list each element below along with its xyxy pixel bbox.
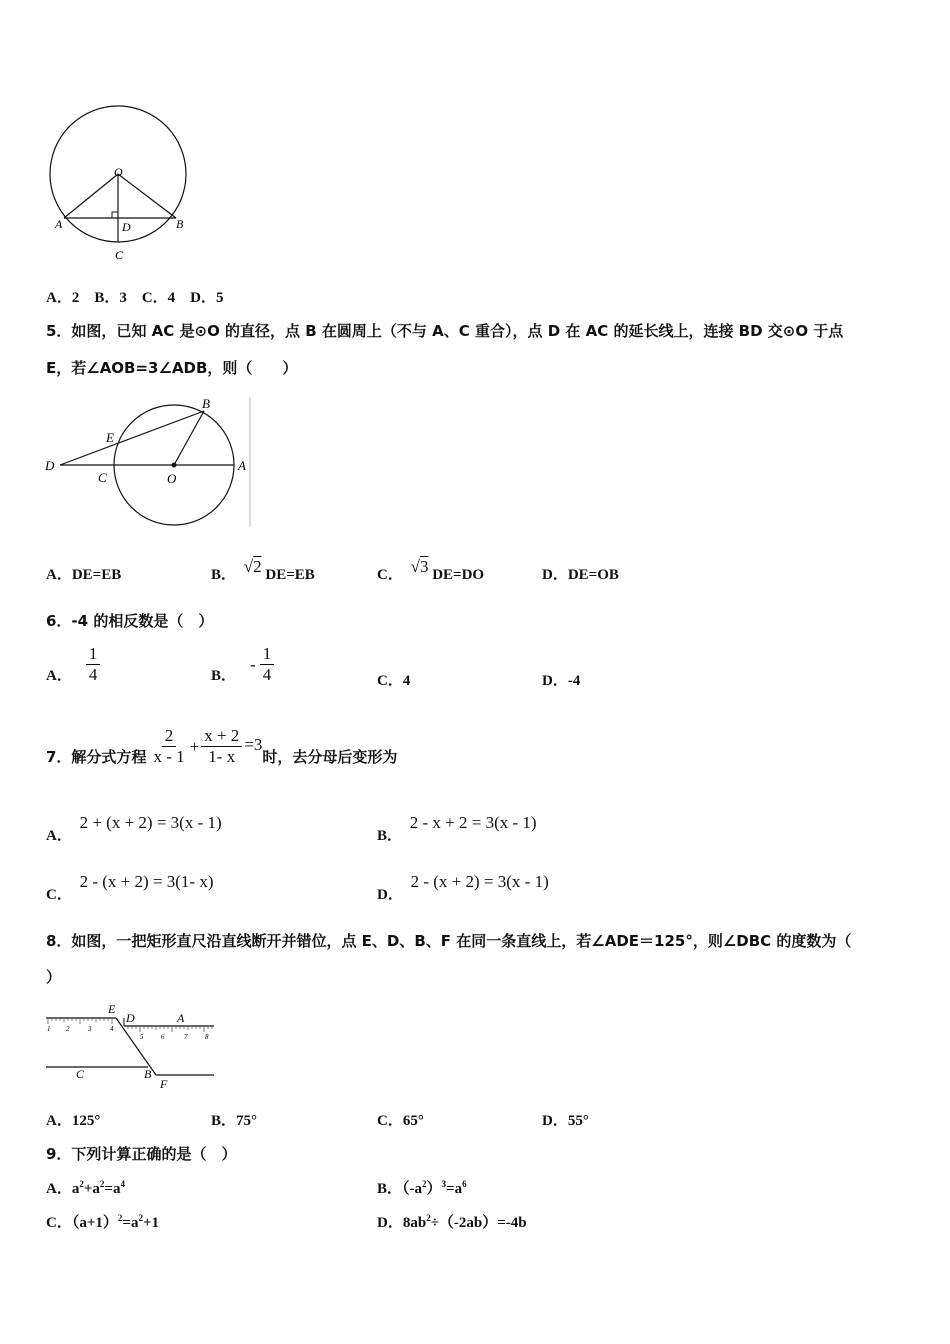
q8-left-ticks (48, 1018, 112, 1024)
q7-fraction-2 (201, 726, 242, 767)
q7-option-d-letter: D． (377, 887, 403, 903)
q5-label-e: E (106, 430, 114, 445)
q9-option-d-mid: ÷（-2ab）=-4b (430, 1215, 527, 1231)
q9-option-b-letter: B． (377, 1181, 403, 1197)
q9-option-a-sup1: 2 (79, 1179, 84, 1189)
q9-option-a (46, 1177, 125, 1198)
q8-option-a (46, 1109, 100, 1130)
q8-option-c-text: 65° (402, 1113, 424, 1129)
q8-right-ticks (128, 1026, 212, 1032)
q5-option-c-radicand: 3 (419, 557, 429, 576)
q5-option-b-radicand: 2 (253, 557, 262, 576)
q8-ruler-figure (44, 1000, 219, 1092)
q9-option-a-pre: a (71, 1181, 80, 1197)
q5-label-a: A (238, 458, 246, 473)
q9-option-c (46, 1211, 159, 1232)
q9-option-b (377, 1177, 467, 1198)
q4-segment-oa (64, 174, 118, 218)
q9-option-b-mid: ） (426, 1181, 442, 1197)
q8-option-b-text: 75° (236, 1113, 258, 1129)
q9-option-a-letter: A． (46, 1181, 72, 1197)
q4-label-a: A (55, 217, 63, 231)
q4-circle-figure (44, 104, 194, 264)
q8-label-f: F (160, 1077, 168, 1091)
q6-option-b-sign: - (250, 654, 256, 674)
q6-option-d-letter: D． (542, 673, 568, 689)
q7-option-a-letter: A． (46, 828, 72, 844)
q6-option-c-letter: C． (377, 673, 403, 689)
q4-options: A．2 B．3 C．4 D．5 (46, 290, 224, 306)
q6-option-a-denominator: 4 (88, 665, 98, 684)
q6-option-d (542, 669, 580, 690)
q8-option-d-letter: D． (542, 1113, 568, 1129)
q8-option-d-text: 55° (567, 1113, 589, 1129)
q4-right-angle (112, 212, 118, 218)
q7-option-d (377, 871, 549, 903)
q6-option-b-denominator: 4 (262, 665, 272, 684)
q6-stem: 6．-4 的相反数是（ ） (46, 612, 214, 630)
q5-circle-figure (44, 395, 254, 530)
q9-option-b-sup2: 3 (441, 1179, 447, 1189)
q5-center-dot (172, 463, 177, 468)
q4-label-b: B (176, 217, 184, 231)
q6-option-b (211, 644, 274, 685)
q5-option-b-text: DE=EB (265, 567, 315, 583)
q8-option-c (377, 1109, 424, 1130)
q7-suffix: 时，去分母后变形为 (262, 748, 398, 766)
q5-option-a-text: DE=EB (71, 567, 122, 583)
q8-tick-5: 5 (140, 1033, 144, 1041)
q9-stem: 9．下列计算正确的是（ ） (46, 1145, 237, 1163)
q7-option-d-expr: 2 - (x + 2) = 3(x - 1) (410, 872, 549, 891)
q8-label-a: A (177, 1011, 185, 1025)
q8-stem-line2: ） (46, 968, 62, 986)
q7-stem (46, 726, 397, 767)
q9-option-a-mid: +a (83, 1181, 100, 1197)
q9-option-a-sup3: 4 (120, 1179, 125, 1189)
q8-label-b: B (144, 1067, 152, 1081)
q5-label-c: C (98, 470, 107, 485)
q7-option-c-expr: 2 - (x + 2) = 3(1- x) (79, 872, 214, 891)
q9-option-c-sup1: 2 (117, 1213, 123, 1223)
q8-tick-7: 7 (184, 1033, 188, 1041)
q4-label-d: D (122, 220, 131, 234)
q8-tick-8: 8 (205, 1033, 209, 1041)
q9-option-a-mid2: =a (104, 1181, 121, 1197)
q7-plus: + (189, 736, 200, 756)
q5-option-a (46, 563, 121, 584)
q5-stem-line1: 5．如图，已知 AC 是⊙O 的直径，点 B 在圆周上（不与 A、C 重合），点 D 在 AC 的延长线上，连接 BD 交⊙O 于点 (46, 322, 844, 340)
q4-label-c: C (115, 248, 124, 262)
q5-segment-ob (174, 411, 204, 465)
q8-label-c: C (76, 1067, 85, 1081)
q7-fraction-2-numerator: x + 2 (201, 726, 242, 747)
q5-option-d (542, 563, 619, 584)
q8-option-d (542, 1109, 589, 1130)
q9-option-c-sup2: 2 (138, 1213, 143, 1223)
q6-option-d-text: -4 (567, 673, 581, 689)
q7-prefix: 7．解分式方程 (46, 748, 147, 766)
q8-option-b (211, 1109, 257, 1130)
q5-option-b (211, 557, 315, 584)
q7-option-b-letter: B． (377, 828, 403, 844)
q5-stem-line2: E，若∠AOB=3∠ADB，则（ ） (46, 359, 298, 377)
q9-option-c-pre: （a+1） (71, 1215, 118, 1231)
q5-label-o: O (167, 471, 177, 486)
q8-tick-6: 6 (161, 1033, 165, 1041)
q5-option-a-letter: A． (46, 567, 72, 583)
q5-option-c-text: DE=DO (432, 567, 485, 583)
q5-option-d-text: DE=OB (567, 567, 619, 583)
q7-option-a-expr: 2 + (x + 2) = 3(x - 1) (79, 813, 222, 832)
q9-option-d-sup1: 2 (426, 1213, 431, 1223)
q5-option-c-letter: C． (377, 567, 403, 583)
q7-option-c-letter: C． (46, 887, 72, 903)
q6-option-b-fraction (260, 644, 275, 685)
q9-option-c-mid2: +1 (142, 1215, 160, 1231)
q6-option-c (377, 669, 410, 690)
q8-tick-3: 3 (88, 1025, 92, 1033)
q9-option-c-letter: C． (46, 1215, 72, 1231)
q6-option-a (46, 644, 100, 685)
q7-option-b-expr: 2 - x + 2 = 3(x - 1) (409, 813, 537, 832)
q9-option-b-sup1: 2 (422, 1179, 427, 1189)
q5-option-b-letter: B． (211, 567, 237, 583)
q7-option-b (377, 812, 537, 844)
q8-option-c-letter: C． (377, 1113, 403, 1129)
q8-label-d: D (126, 1011, 135, 1025)
q9-option-b-pre: （-a (402, 1181, 423, 1197)
q7-fraction-2-denominator: 1- x (208, 747, 236, 766)
q5-option-b-sqrt: √2 (243, 557, 262, 576)
q9-option-d (377, 1211, 527, 1232)
q8-stem-line1: 8．如图，一把矩形直尺沿直线断开并错位，点 E、D、B、F 在同一条直线上，若∠ADE＝125°，则∠DBC 的度数为（ (46, 932, 852, 950)
q8-label-e: E (108, 1002, 116, 1016)
q5-option-c-sqrt: √3 (410, 557, 429, 576)
q8-option-a-letter: A． (46, 1113, 72, 1129)
q9-option-b-mid2: =a (446, 1181, 463, 1197)
q5-label-d: D (45, 458, 55, 473)
q6-option-a-numerator: 1 (86, 644, 101, 665)
q5-label-b: B (202, 396, 210, 411)
q8-tick-4: 4 (110, 1025, 114, 1033)
q6-option-a-letter: A． (46, 668, 72, 684)
q9-option-a-sup2: 2 (99, 1179, 105, 1189)
q4-segment-ob (118, 174, 176, 218)
q9-option-d-letter: D． (377, 1215, 403, 1231)
q6-option-a-fraction (86, 644, 101, 685)
q7-option-a (46, 812, 222, 844)
q5-option-d-letter: D． (542, 567, 568, 583)
q6-option-b-letter: B． (211, 668, 237, 684)
q9-option-d-pre: 8ab (402, 1215, 427, 1231)
q8-option-a-text: 125° (71, 1113, 101, 1129)
q6-option-b-numerator: 1 (260, 644, 275, 665)
q8-tick-1: 1 (47, 1025, 51, 1033)
q8-tick-2: 2 (66, 1025, 70, 1033)
q5-line-db (60, 411, 204, 465)
q4-label-o: O (114, 165, 123, 179)
q8-option-b-letter: B． (211, 1113, 237, 1129)
q7-equals: =3 (244, 734, 263, 754)
q9-option-c-mid: =a (122, 1215, 139, 1231)
q5-option-c (377, 557, 485, 584)
q7-fraction-1 (150, 726, 187, 767)
q7-fraction-1-numerator: 2 (162, 726, 177, 747)
q7-fraction-1-denominator: x - 1 (153, 747, 185, 766)
q6-option-c-text: 4 (402, 673, 411, 689)
q9-option-b-sup3: 6 (462, 1179, 467, 1189)
q7-option-c (46, 871, 214, 903)
